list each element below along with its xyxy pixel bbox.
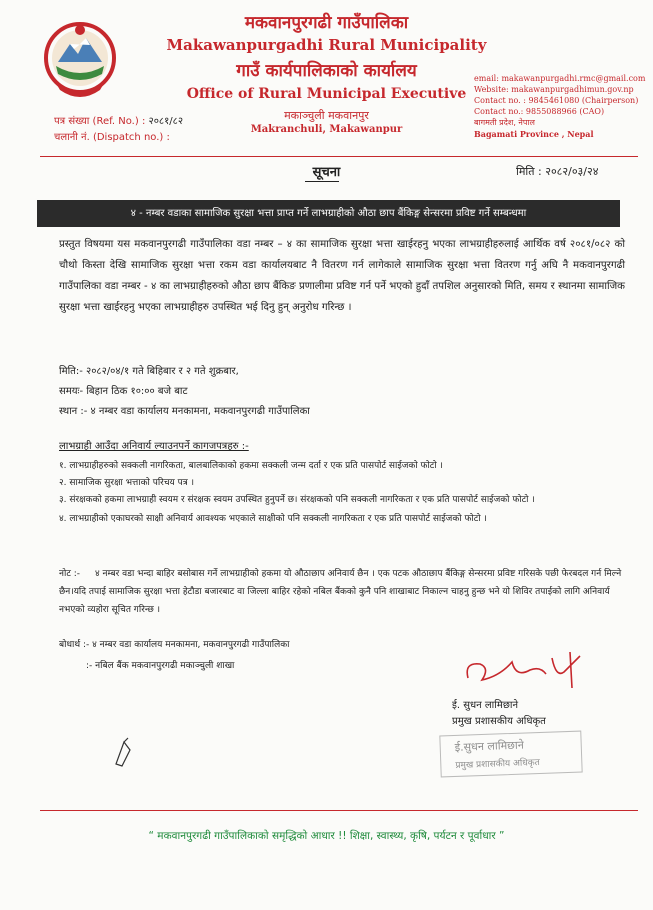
- cc-line-1: बोधार्थ :- ४ नम्बर वडा कार्यालय मनकामना, मकवानपुरगढी गाउँपालिका: [59, 640, 290, 650]
- place-en: Makranchuli, Makawanpur: [250, 124, 403, 135]
- signatory-title: प्रमुख प्रशासकीय अधिकृत: [452, 716, 546, 727]
- schedule-place: स्थान :- ४ नम्बर वडा कार्यालय मनकामना, मकवानपुरगढी गाउँपालिका: [59, 406, 310, 417]
- ref-value: २०८१/८२: [148, 116, 184, 127]
- requirements-list: [59, 458, 625, 528]
- office-name-en: Office of Rural Municipal Executive: [186, 86, 467, 102]
- contact-phone-chair: Contact no. : 9845461080 (Chairperson): [474, 96, 639, 105]
- notice-underline: [305, 181, 339, 182]
- ref-label: पत्र संख्या (Ref. No.) :: [54, 116, 146, 127]
- municipality-name-ne: मकवानपुरगढी गाउँपालिका: [244, 13, 409, 33]
- signature-icon: [460, 648, 590, 693]
- footer-divider: [40, 810, 638, 811]
- body-text: प्रस्तुत विषयमा यस मकवानपुरगढी गाउँपालिका वडा नम्बर – ४ का सामाजिक सुरक्षा भत्ता खाईरहनु भएका लाभग्राहीहरुलाई आर्थिक वर्ष २०८१/०८२ को चौथो किस्ता देखि सामाजिक सुरक्षा भत्ता रकम वडा कार्यालयबाट नै वितरण गर्न लागेकाले सामाजिक सुरक्षा भत्ता वितरण गर्नु अघि नै मकवानपुरगढी गाउँपालिका वडा नम्बर - ४ का लाभग्राहीहरुको औठा छाप बैंकिङ प्रणालीमा प्रविष्ट गर्न पर्ने भएको हुदाँ तपशिल अनुसारको मिति, समय र स्थानमा सामाजिक सुरक्षा भत्ता खाईरहनु भएका लाभग्राहीहरु उपस्थित भई दिनु हुन् अनुरोध गरिन्छ ।: [59, 239, 625, 313]
- contact-phone-cao: Contact no.: 9855088966 (CAO): [474, 107, 605, 116]
- requirement-item: ३. संरक्षकको हकमा लाभग्राही स्वयम र संरक्षक स्वयम उपस्थित हुनुपर्ने छ। संरक्षकको पनि सक्कली नागरिकता र एक प्रति पासपोर्ट साईजको फोटो ।: [59, 495, 535, 505]
- ref-number: [54, 113, 183, 127]
- office-name-ne: गाउँ कार्यपालिकाको कार्यालय: [236, 61, 417, 81]
- signatory-name: ई. सुधन लामिछाने: [452, 700, 518, 711]
- notice-date: मिति : २०८२/०३/२४: [516, 165, 599, 178]
- place-ne: मकाञ्चुली मकवानपुर: [284, 109, 369, 122]
- pen-mark-icon: [112, 736, 140, 768]
- official-stamp: [439, 731, 582, 778]
- stamp-name: ई.सुधन लामिछाने: [454, 738, 525, 754]
- subject-banner: ४ - नम्बर वडाका सामाजिक सुरक्षा भत्ता प्राप्त गर्ने लाभग्राहीको औठा छाप बैंकिङ्ग सेन्सरमा प्रविष्ट गर्ने सम्बन्धमा: [37, 200, 620, 227]
- note-label: नोट :-: [59, 569, 81, 579]
- requirement-item: २. सामाजिक सुरक्षा भत्ताको परिचय पत्र ।: [59, 478, 194, 488]
- contact-email: email: makawanpurgadhi.rmc@gmail.com: [474, 74, 646, 83]
- schedule-date: मिति:- २०८२/०४/१ गते बिहिबार र २ गते शुक्रबार,: [59, 366, 239, 377]
- requirement-item: १. लाभग्राहीहरुको सक्कली नागरिकता, बालबालिकाको हकमा सक्कली जन्म दर्ता र एक प्रति पासपोर्ट साईजको फोटो ।: [59, 461, 443, 471]
- contact-website: Website: makawanpurgadhimun.gov.np: [474, 85, 634, 94]
- dispatch-label: चलानी नं. (Dispatch no.) :: [54, 132, 170, 143]
- cc-line-2: :- नबिल बैंक मकवानपुरगढी मकाञ्चुली शाखा: [86, 661, 235, 671]
- notice-title: सूचना: [312, 165, 341, 180]
- footer-slogan: “ मकवानपुरगढी गाउँपालिकाको समृद्धिको आधार !! शिक्षा, स्वास्थ्य, कृषि, पर्यटन र पूर्वाधार ”: [148, 830, 505, 842]
- province-en: Bagamati Province , Nepal: [474, 129, 594, 139]
- header-divider: [40, 156, 638, 157]
- body-paragraph: [59, 234, 625, 318]
- note-block: [59, 565, 625, 619]
- note-text: ४ नम्बर वडा भन्दा बाहिर बसोबास गर्ने लाभग्राहीको हकमा यो औठाछाप अनिवार्य छैन । एक पटक औठाछाप बैंकिङ्ग सेन्सरमा प्रविष्ट गरिसके पछी फेरबदल गर्न मिल्ने छैन।यदि तपाई सामाजिक सुरक्षा भत्ता हेटौडा बजारबाट वा जिल्ला बाहिर रहेको नबिल बैंकको कुनै पनि शाखाबाट निकाल्न चाहनु हुन्छ भने यो शिविर तपाईको लागि अनिवार्य नभएको व्यहोरा सूचित गरिन्छ ।: [59, 569, 622, 615]
- requirement-item: ४. लाभग्राहीको एकाघरको साक्षी अनिवार्य आवश्यक भएकाले साक्षीको पनि सक्कली नागरिकता र एक प्रति पासपोर्ट साईजको फोटो ।: [59, 514, 487, 524]
- schedule-time: समयः- बिहान ठिक १०:०० बजे बाट: [59, 386, 188, 397]
- requirements-heading: लाभग्राही आउँदा अनिवार्य ल्याउनपर्ने कागजपत्रहरु :-: [59, 441, 249, 452]
- municipality-name-en: Makawanpurgadhi Rural Municipality: [166, 36, 487, 54]
- stamp-title: प्रमुख प्रशासकीय अधिकृत: [455, 758, 541, 771]
- province-ne: बागमती प्रदेश, नेपाल: [474, 118, 535, 127]
